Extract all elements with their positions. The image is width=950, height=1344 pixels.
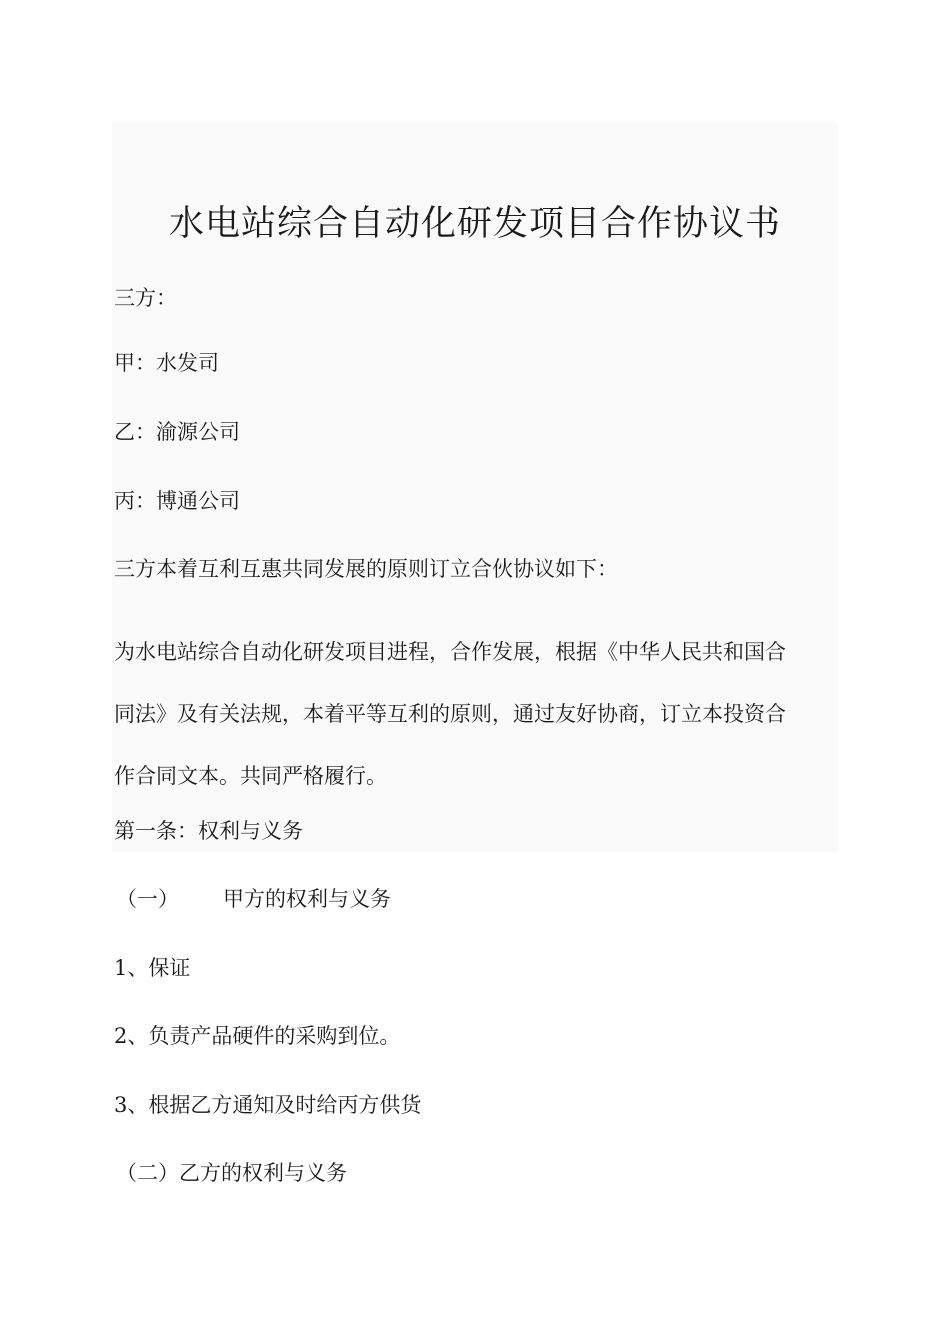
party-b: 乙：渝源公司 bbox=[114, 420, 240, 444]
intro-paragraph: 三方本着互利互惠共同发展的原则订立合伙协议如下： bbox=[114, 557, 618, 581]
list-item: 3、根据乙方通知及时给丙方供货 bbox=[114, 1093, 422, 1117]
section-1-heading bbox=[116, 884, 391, 914]
purpose-line: 同法》及有关法规，本着平等互利的原则，通过友好协商，订立本投资合 bbox=[114, 702, 786, 726]
section-2-heading: （二）乙方的权利与义务 bbox=[116, 1161, 347, 1185]
purpose-line: 作合同文本。共同严格履行。 bbox=[114, 764, 387, 788]
party-c: 丙：博通公司 bbox=[114, 489, 240, 513]
section-1-title: 甲方的权利与义务 bbox=[223, 887, 391, 911]
list-item: 1、保证 bbox=[114, 956, 191, 980]
document-title: 水电站综合自动化研发项目合作协议书 bbox=[168, 204, 781, 244]
section-1-number: （一） bbox=[116, 887, 179, 911]
purpose-line: 为水电站综合自动化研发项目进程，合作发展，根据《中华人民共和国合 bbox=[114, 640, 786, 664]
list-item: 2、负责产品硬件的采购到位。 bbox=[114, 1024, 401, 1048]
article-1-heading: 第一条：权利与义务 bbox=[114, 819, 303, 843]
parties-heading: 三方： bbox=[114, 286, 177, 310]
party-a: 甲：水发司 bbox=[114, 351, 219, 375]
purpose-paragraph bbox=[114, 621, 834, 807]
